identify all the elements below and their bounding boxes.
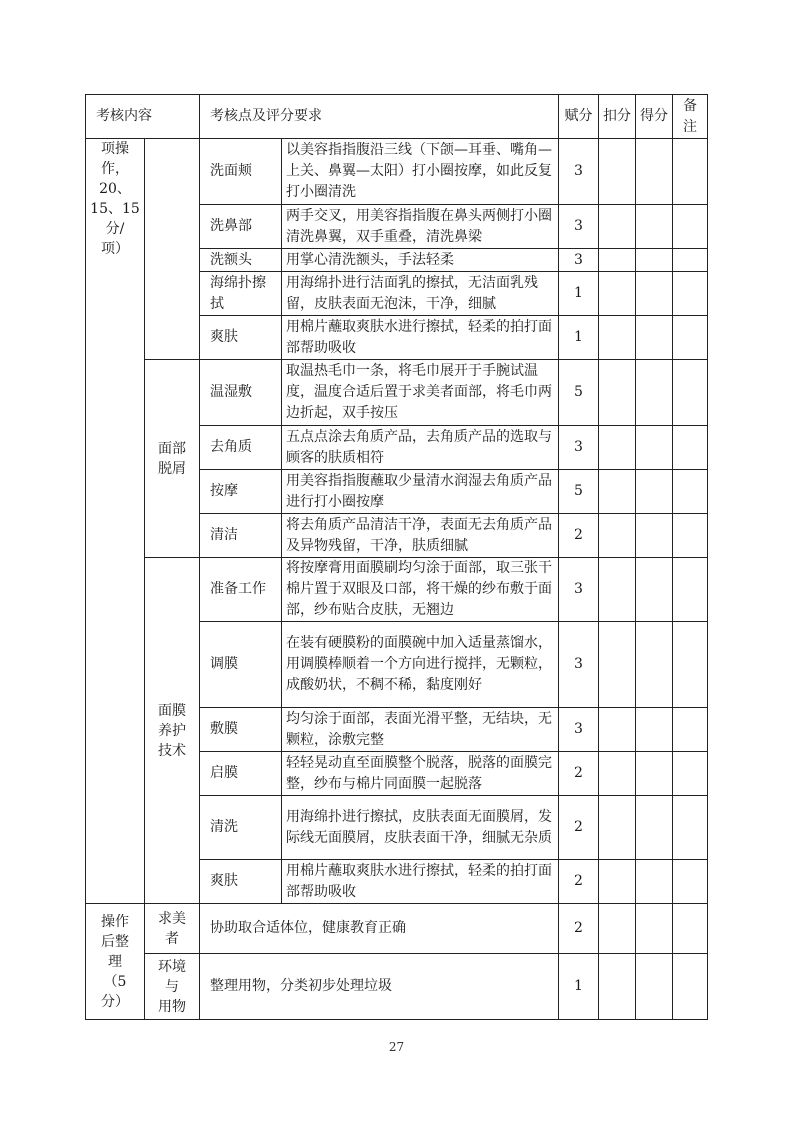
item-requirement: 取温热毛巾一条，将毛巾展开于手腕试温度，温度合适后置于求美者面部，将毛巾两边折起，双手按压 (282, 360, 559, 426)
item-score: 2 (559, 752, 599, 796)
item-requirement: 用棉片蘸取爽肤水进行擦拭，轻柔的拍打面部帮助吸收 (282, 316, 559, 360)
section-main-label: 项操 作， 20、 15、15 分/ 项） (86, 139, 145, 904)
item-score: 1 (559, 954, 599, 1020)
header-content: 考核内容 (86, 95, 200, 139)
item-name: 敷膜 (200, 708, 282, 752)
item-requirement: 将去角质产品清洁干净，表面无去角质产品及异物残留，干净，肤质细腻 (282, 514, 559, 558)
item-name: 海绵扑擦拭 (200, 272, 282, 316)
item-score: 2 (559, 860, 599, 904)
deduct-cell (599, 139, 636, 205)
item-name: 清洁 (200, 514, 282, 558)
header-got: 得分 (636, 95, 673, 139)
item-score: 2 (559, 904, 599, 954)
item-score: 5 (559, 470, 599, 514)
item-requirement: 轻轻晃动直至面膜整个脱落，脱落的面膜完整，纱布与棉片同面膜一起脱落 (282, 752, 559, 796)
item-requirement: 用掌心清洗额头，手法轻柔 (282, 249, 559, 272)
item-name: 爽肤 (200, 860, 282, 904)
item-score: 1 (559, 316, 599, 360)
item-name: 去角质 (200, 426, 282, 470)
post-item-name: 环境 与 用物 (145, 954, 200, 1020)
table-row (86, 558, 708, 622)
item-score: 3 (559, 708, 599, 752)
item-requirement: 以美容指指腹沿三线（下颌—耳垂、嘴角—上关、鼻翼—太阳）打小圈按摩，如此反复打小圈清洗 (282, 139, 559, 205)
item-requirement: 均匀涂于面部，表面光滑平整，无结块，无颗粒，涂敷完整 (282, 708, 559, 752)
header-remark: 备注 (673, 95, 708, 139)
group-cleansing-blank (145, 139, 200, 360)
item-requirement: 用美容指指腹蘸取少量清水润湿去角质产品进行打小圈按摩 (282, 470, 559, 514)
item-requirement: 在装有硬膜粉的面膜碗中加入适量蒸馏水，用调膜棒顺着一个方向进行搅拌，无颗粒，成酸奶状，不稠不稀，黏度刚好 (282, 622, 559, 708)
item-score: 3 (559, 249, 599, 272)
item-requirement: 用海绵扑进行洁面乳的擦拭，无洁面乳残留，皮肤表面无泡沫，干净，细腻 (282, 272, 559, 316)
item-score: 3 (559, 622, 599, 708)
item-requirement: 五点点涂去角质产品，去角质产品的选取与顾客的肤质相符 (282, 426, 559, 470)
item-name: 洗额头 (200, 249, 282, 272)
table-row (86, 904, 708, 954)
item-score: 2 (559, 796, 599, 860)
table-row (86, 954, 708, 1020)
item-requirement: 两手交叉，用美容指指腹在鼻头两侧打小圈清洗鼻翼，双手重叠，清洗鼻梁 (282, 205, 559, 249)
item-name: 准备工作 (200, 558, 282, 622)
item-score: 3 (559, 139, 599, 205)
header-assigned: 赋分 (559, 95, 599, 139)
item-name: 调膜 (200, 622, 282, 708)
remark-cell (673, 139, 708, 205)
header-points: 考核点及评分要求 (200, 95, 559, 139)
item-requirement: 用棉片蘸取爽肤水进行擦拭，轻柔的拍打面部帮助吸收 (282, 860, 559, 904)
item-requirement: 将按摩膏用面膜刷均匀涂于面部，取三张干棉片置于双眼及口部，将干燥的纱布敷于面部，纱布贴合皮肤，无翘边 (282, 558, 559, 622)
header-row (86, 95, 708, 139)
item-name: 洗鼻部 (200, 205, 282, 249)
item-score: 1 (559, 272, 599, 316)
item-score: 3 (559, 558, 599, 622)
header-deduct: 扣分 (599, 95, 636, 139)
group-face-exfoliation: 面部 脱屑 (145, 360, 200, 558)
item-name: 温湿敷 (200, 360, 282, 426)
table-row (86, 360, 708, 426)
post-item-name: 求美 者 (145, 904, 200, 954)
item-name: 按摩 (200, 470, 282, 514)
section-post-label: 操作 后整 理 （5 分） (86, 904, 145, 1020)
item-name: 启膜 (200, 752, 282, 796)
table-row (86, 139, 708, 205)
item-score: 5 (559, 360, 599, 426)
item-requirement: 整理用物，分类初步处理垃圾 (200, 954, 559, 1020)
item-requirement: 协助取合适体位，健康教育正确 (200, 904, 559, 954)
assessment-table (85, 94, 708, 1020)
item-requirement: 用海绵扑进行擦拭，皮肤表面无面膜屑，发际线无面膜屑，皮肤表面干净，细腻无杂质 (282, 796, 559, 860)
item-name: 清洗 (200, 796, 282, 860)
item-score: 3 (559, 205, 599, 249)
item-score: 2 (559, 514, 599, 558)
group-mask-care: 面膜 养护 技术 (145, 558, 200, 904)
got-cell (636, 139, 673, 205)
item-score: 3 (559, 426, 599, 470)
page-number: 27 (388, 1040, 405, 1054)
item-name: 爽肤 (200, 316, 282, 360)
item-name: 洗面颊 (200, 139, 282, 205)
